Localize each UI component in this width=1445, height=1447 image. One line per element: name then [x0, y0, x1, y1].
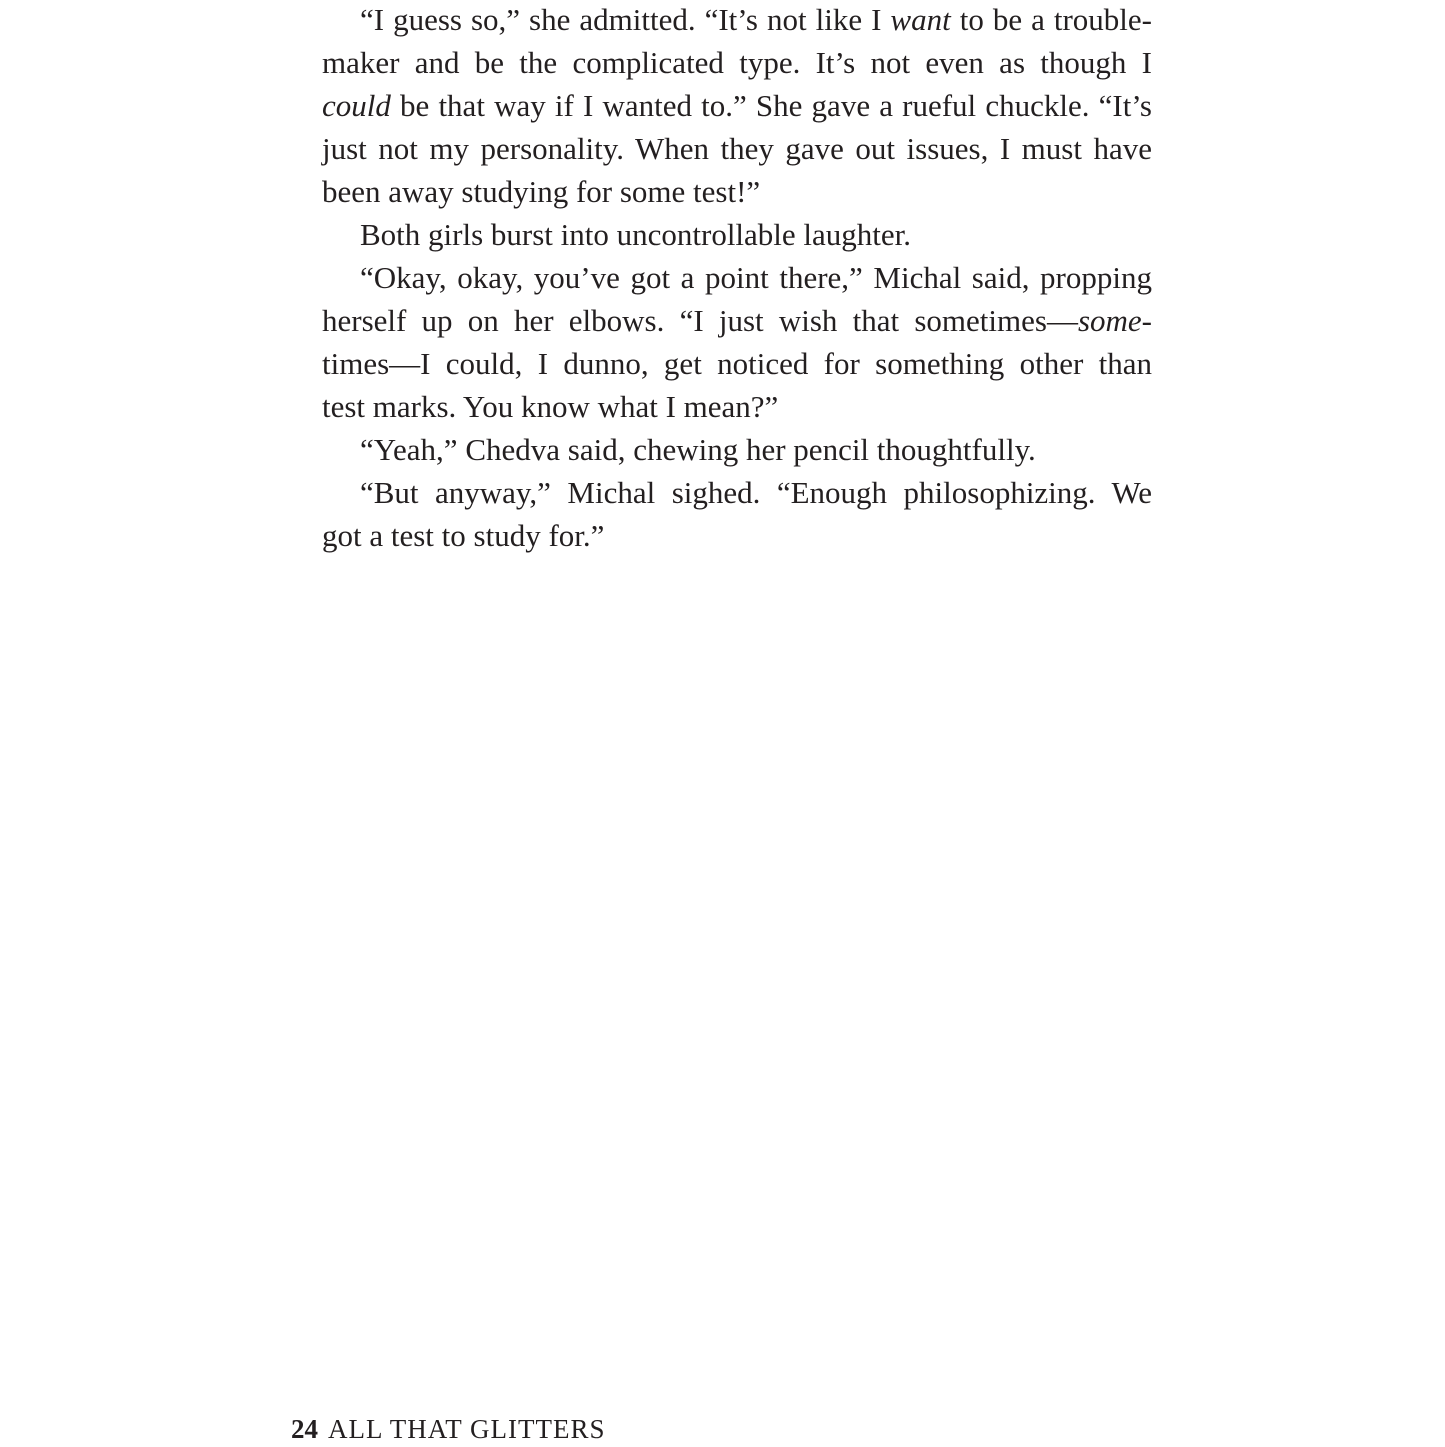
text-line: got a test to study for.”	[322, 518, 605, 553]
book-title: ALL THAT GLITTERS	[328, 1414, 606, 1444]
text-line: Both girls burst into uncontrollable laughter.	[360, 217, 912, 252]
text-line: test marks. You know what I mean?”	[322, 389, 779, 424]
text-line: times—I could, I dunno, get noticed for something other than	[322, 346, 1152, 381]
text-line: “Okay, okay, you’ve got a point there,” Michal said, propping	[360, 260, 1152, 295]
text-line: just not my personality. When they gave out issues, I must have	[322, 131, 1152, 166]
text-line: “Yeah,” Chedva said, chewing her pencil thoughtfully.	[360, 432, 1036, 467]
text-line: could be that way if I wanted to.” She gave a rueful chuckle. “It’s	[322, 88, 1152, 123]
text-line: herself up on her elbows. “I just wish that sometimes—some-	[322, 303, 1152, 338]
text-line: maker and be the complicated type. It’s not even as though I	[322, 45, 1152, 80]
text-line: “But anyway,” Michal sighed. “Enough philosophizing. We	[360, 475, 1152, 510]
running-footer	[291, 1411, 605, 1447]
text-line: “I guess so,” she admitted. “It’s not like I want to be a trouble-	[360, 2, 1152, 37]
text-line: been away studying for some test!”	[322, 174, 761, 209]
page-number: 24	[291, 1414, 318, 1444]
